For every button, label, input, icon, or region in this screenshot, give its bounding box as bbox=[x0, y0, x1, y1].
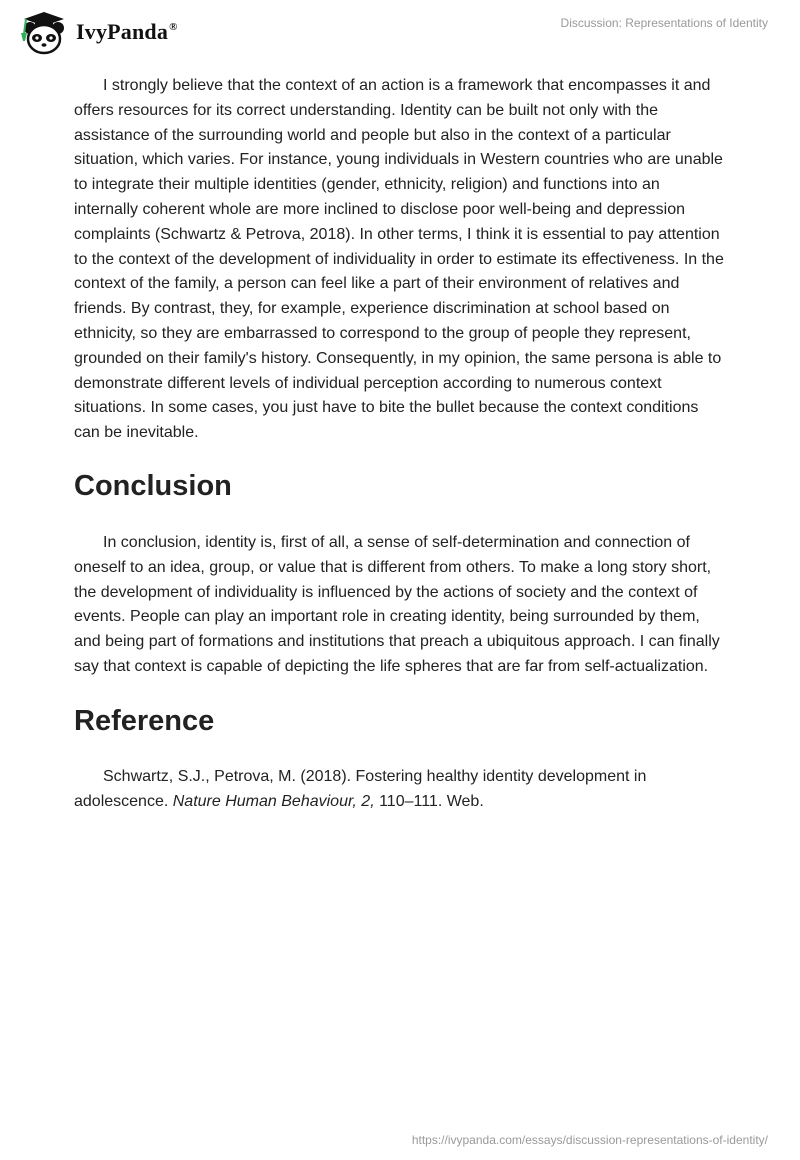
reference-heading: Reference bbox=[74, 704, 215, 737]
panda-graduate-icon bbox=[16, 8, 74, 56]
reference-journal: Nature Human Behaviour, 2, bbox=[172, 792, 375, 810]
reference-pages: 110–111. Web. bbox=[379, 792, 484, 810]
conclusion-heading: Conclusion bbox=[74, 469, 232, 502]
reference-authors-title: Schwartz, S.J., Petrova, M. (2018). Fostering healthy identity development in adolescence. bbox=[74, 767, 647, 810]
footer-url[interactable]: https://ivypanda.com/essays/discussion-representations-of-identity/ bbox=[411, 1133, 768, 1147]
logo[interactable] bbox=[16, 8, 178, 56]
paragraph-context: I strongly believe that the context of an action is a framework that encompasses it and offers resources for its correct understanding. Identity can be built not only with the assistance of the surrounding world and people but also in the context of a particular situation, which varies. For instance, young individuals in Western countries who are unable to integrate their multiple identities (gender, ethnicity, religion) and functions into an internally coherent whole are more inclined to disclose poor well-being and depression complaints (Schwartz & Petrova, 2018). In other terms, I think it is essential to pay attention to the context of the development of individuality in order to estimate its effectiveness. In the context of the family, a person can feel like a part of their environment of relatives and friends. By contrast, they, for example, experience discrimination at school based on ethnicity, so they are embarrassed to correspond to the group of people they represent, grounded on their family's history. Consequently, in my opinion, the same persona is able to demonstrate different levels of individual perception according to numerous context situations. In some cases, you just have to bite the bullet because the context conditions can be inevitable. bbox=[74, 77, 724, 442]
paragraph-conclusion: In conclusion, identity is, first of all, a sense of self-determination and connection of oneself to an idea, group, or value that is different from others. To make a long story short, the development of individuality is influenced by the actions of society and the context of events. People can play an important role in creating identity, being surrounded by them, and being part of formations and institutions that preach a ubiquitous approach. I can finally say that context is capable of depicting the life spheres that are far from self-actualization. bbox=[74, 533, 720, 675]
reference-entry bbox=[74, 765, 724, 815]
brand-name: IvyPanda® bbox=[76, 19, 178, 44]
document-title: Discussion: Representations of Identity bbox=[560, 16, 768, 30]
page-header bbox=[0, 0, 800, 64]
essay-body bbox=[74, 74, 724, 814]
